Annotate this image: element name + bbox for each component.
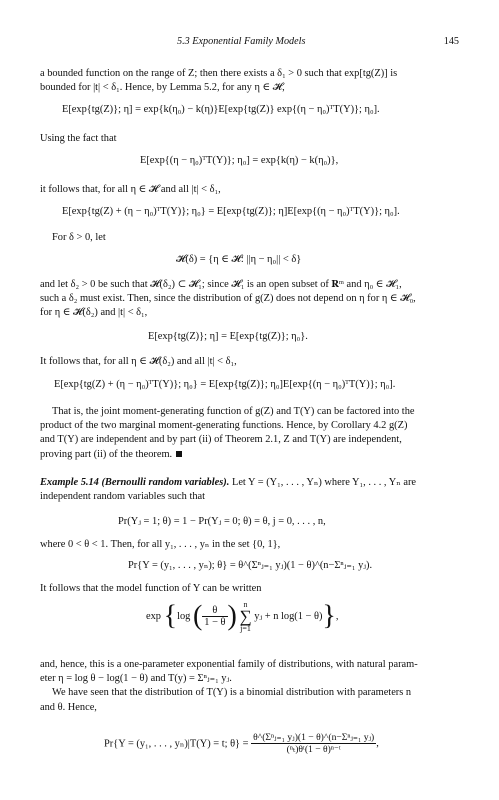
right-brace: } <box>322 600 336 632</box>
exp-operator: exp <box>146 610 162 622</box>
denominator: (ⁿₜ)θᵗ(1 − θ)ⁿ⁻ᵗ <box>286 744 341 755</box>
paragraph-6 <box>40 355 459 369</box>
paragraph-5 <box>40 278 459 321</box>
equation-4: 𝓗(δ) = {η ∈ 𝓗: ||η − η₀|| < δ} <box>176 254 302 265</box>
text-line: bounded for |t| < δ₁. Hence, by Lemma 5.2, for any η ∈ 𝓗, <box>40 82 285 94</box>
text-line: product of the two marginal moment-generating functions. Hence, by Corollary 4.2 g(Z) <box>40 420 408 432</box>
equation-1: E[exp{tg(Z)}; η] = exp{k(η₀) − k(η)}E[exp{tg(Z)} exp{(η − η₀)ᵀT(Y)}; η₀]. <box>62 104 380 115</box>
text-line: and, hence, this is a one-parameter exponential family of distributions, with natural param- <box>40 659 418 670</box>
text-span: proving part (ii) of the theorem. <box>40 448 173 460</box>
equation-6: E[exp{tg(Z) + (η − η₀)ᵀT(Y)}; η₀} = E[exp{tg(Z)}; η₀]E[exp{(η − η₀)ᵀT(Y)}; η₀]. <box>54 379 396 390</box>
text-line <box>40 476 459 490</box>
example-heading: Example 5.14 (Bernoulli random variables). <box>40 477 230 488</box>
equation-lhs: Pr{Y = (y₁, . . . , yₙ)|T(Y) = t; θ} = <box>104 738 249 750</box>
log-operator: log <box>177 610 191 622</box>
sigma-icon: ∑ <box>239 607 252 626</box>
paragraph-8 <box>40 538 459 552</box>
equation-8: Pr{Y = (y₁, . . . , yₙ); θ} = θ^(Σⁿⱼ₌₁ yⱼ)(1 − θ)^(n−Σⁿⱼ₌₁ yⱼ). <box>128 560 373 571</box>
section-title: 5.3 Exponential Family Models <box>177 36 306 47</box>
paragraph-7 <box>40 405 459 462</box>
left-paren: ( <box>192 600 203 632</box>
equation-end: , <box>376 738 379 749</box>
text-line: where 0 < θ < 1. Then, for all y₁, . . . , yₙ in the set {0, 1}, <box>40 539 281 550</box>
text-line: such a δ₂ must exist. Then, since the distribution of g(Z) does not depend on η for η ∈ 𝓗₀, <box>40 293 416 305</box>
equation-end: , <box>335 610 339 622</box>
text-line: and θ. Hence, <box>40 701 97 713</box>
summation <box>239 600 251 633</box>
numerator: θ <box>202 605 227 617</box>
page-number: 145 <box>443 36 459 47</box>
sum-lower: j=1 <box>240 624 251 633</box>
paragraph-2 <box>40 132 459 146</box>
text-line: That is, the joint moment-generating function of g(Z) and T(Y) can be factored into the <box>52 406 415 417</box>
text-line: a bounded function on the range of Z; then there exists a δ₁ > 0 such that exp[tg(Z)] is <box>40 68 398 79</box>
expression-tail: yⱼ + n log(1 − θ) <box>254 610 323 622</box>
left-brace: { <box>163 600 178 632</box>
paragraph-1 <box>40 67 459 95</box>
paragraph-9 <box>40 582 459 596</box>
paragraph-3 <box>40 183 459 197</box>
right-paren: ) <box>227 600 237 632</box>
text-line: It follows that the model function of Y can be written <box>40 583 262 594</box>
paragraph-10 <box>40 658 459 715</box>
equation-5: E[exp{tg(Z)}; η] = E[exp{tg(Z)}; η₀}. <box>148 331 308 342</box>
example-block <box>40 476 459 504</box>
sum-upper: n <box>243 600 248 609</box>
qed-square-icon <box>176 451 182 457</box>
text-line: independent random variables such that <box>40 491 206 503</box>
text-line: For δ > 0, let <box>52 232 106 243</box>
equation-3: E[exp{tg(Z) + (η − η₀)ᵀT(Y)}; η₀} = E[exp{tg(Z)}; η]E[exp{(η − η₀)ᵀT(Y)}; η₀]. <box>62 206 400 217</box>
text-line: We have seen that the distribution of T(Y) is a binomial distribution with parameters n <box>52 687 412 699</box>
text-line: and T(Y) are independent and by part (ii) of Theorem 2.1, Z and T(Y) are independent, <box>40 434 402 446</box>
text-line: It follows that, for all η ∈ 𝓗(δ₂) and all |t| < δ₁, <box>40 356 237 367</box>
fraction <box>251 732 376 755</box>
text-span: Let Y = (Y₁, . . . , Yₙ) where Y₁, . . . , Yₙ are <box>231 477 417 488</box>
numerator: θ^(Σⁿⱼ₌₁ yⱼ)(1 − θ)^(n−Σⁿⱼ₌₁ yⱼ) <box>253 732 375 743</box>
equation-9 <box>146 600 338 633</box>
fraction <box>202 605 227 628</box>
paragraph-4 <box>40 231 459 245</box>
text-line: eter η = log θ − log(1 − θ) and T(y) = Σⁿⱼ₌₁ yⱼ. <box>40 673 232 685</box>
equation-7: Pr(Yⱼ = 1; θ) = 1 − Pr(Yⱼ = 0; θ) = θ, j = 0, . . . , n, <box>118 516 326 527</box>
text-line: it follows that, for all η ∈ 𝓗 and all |t| < δ₁, <box>40 184 221 195</box>
text-line: for η ∈ 𝓗(δ₂) and |t| < δ₁, <box>40 307 148 319</box>
equation-2: E[exp{(η − η₀)ᵀT(Y)}; η₀] = exp{k(η) − k(η₀)}, <box>140 155 339 166</box>
denominator: 1 − θ <box>204 617 226 628</box>
text-line: Using the fact that <box>40 133 117 144</box>
equation-10 <box>104 732 379 755</box>
text-line: and let δ₂ > 0 be such that 𝓗(δ₂) ⊂ 𝓗₁; since 𝓗₁ is an open subset of 𝐑ᵐ and η₀ ∈ 𝓗₁, <box>40 279 402 290</box>
text-line <box>40 448 459 462</box>
